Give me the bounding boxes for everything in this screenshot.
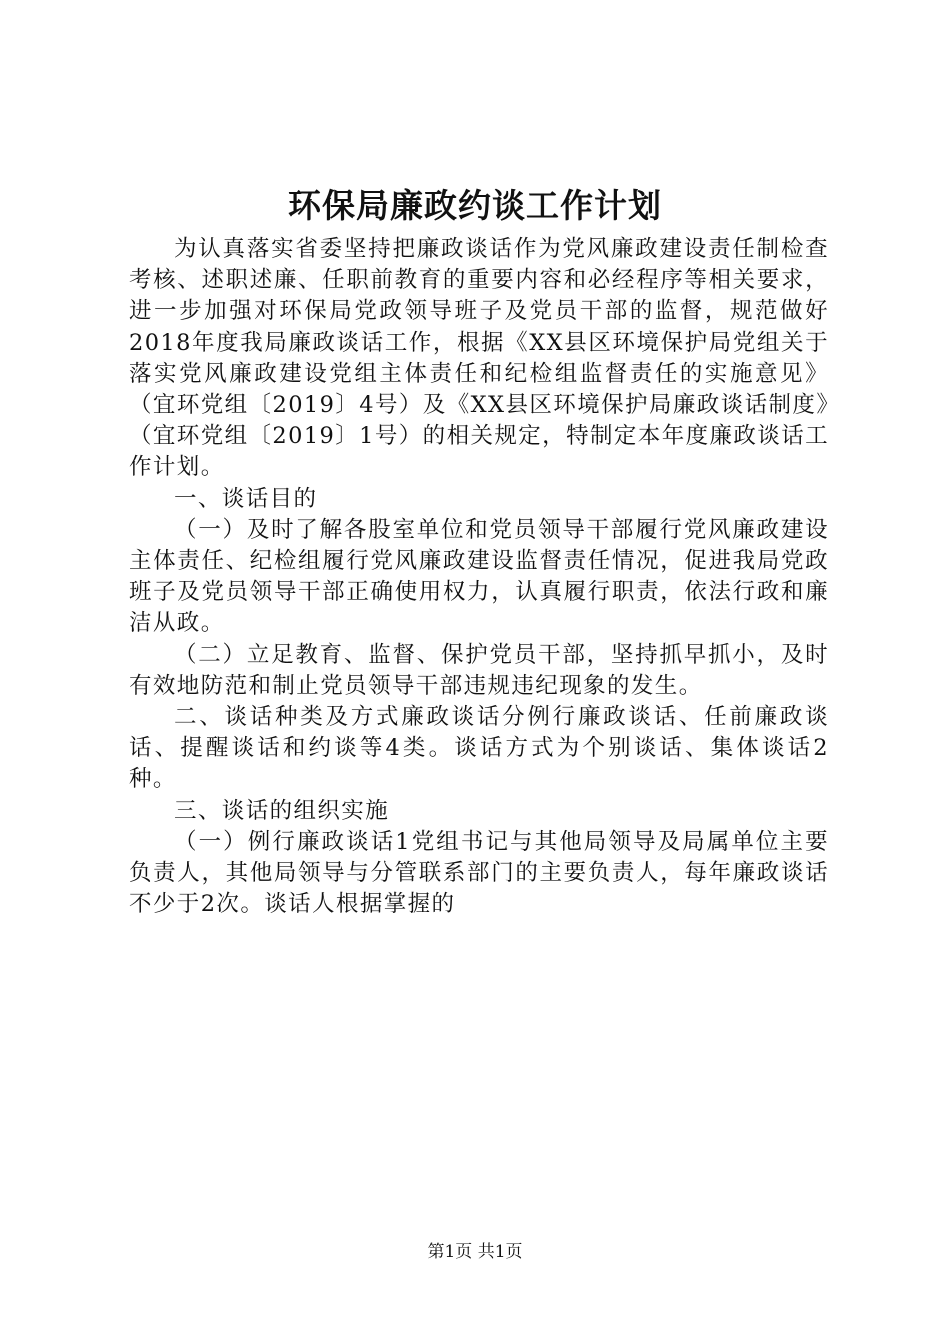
- document-body: [129, 234, 829, 920]
- heading-section-1: 一、谈话目的: [174, 485, 318, 512]
- page-number-footer: 第1页 共1页: [427, 1242, 523, 1262]
- paragraph-intro: 为认真落实省委坚持把廉政谈话作为党风廉政建设责任制检查考核、述职述廉、任职前教育的重要内容和必经程序等相关要求，进一步加强对环保局党政领导班子及党员干部的监督，规范做好2018年度我局廉政谈话工作，根据《XX县区环境保护局党组关于落实党风廉政建设党组主体责任和纪检组监督责任的实施意见》（宜环党组〔2019〕4号）及《XX县区环境保护局廉政谈话制度》（宜环党组〔2019〕1号）的相关规定，特制定本年度廉政谈话工作计划。: [129, 236, 829, 481]
- paragraph-section-1-item-1: （一）及时了解各股室单位和党员领导干部履行党风廉政建设主体责任、纪检组履行党风廉政建设监督责任情况，促进我局党政班子及党员领导干部正确使用权力，认真履行职责，依法行政和廉洁从政。: [129, 516, 829, 637]
- paragraph-section-2: 二、谈话种类及方式廉政谈话分例行廉政谈话、任前廉政谈话、提醒谈话和约谈等4类。谈话方式为个别谈话、集体谈话2种。: [129, 704, 829, 793]
- document-title: 环保局廉政约谈工作计划: [288, 186, 662, 225]
- paragraph-section-1-item-2: （二）立足教育、监督、保护党员干部，坚持抓早抓小，及时有效地防范和制止党员领导干部违规违纪现象的发生。: [129, 641, 829, 699]
- paragraph-section-3-item-1: （一）例行廉政谈话1党组书记与其他局领导及局属单位主要负责人，其他局领导与分管联系部门的主要负责人，每年廉政谈话不少于2次。谈话人根据掌握的: [129, 828, 829, 918]
- heading-section-3: 三、谈话的组织实施: [174, 797, 390, 824]
